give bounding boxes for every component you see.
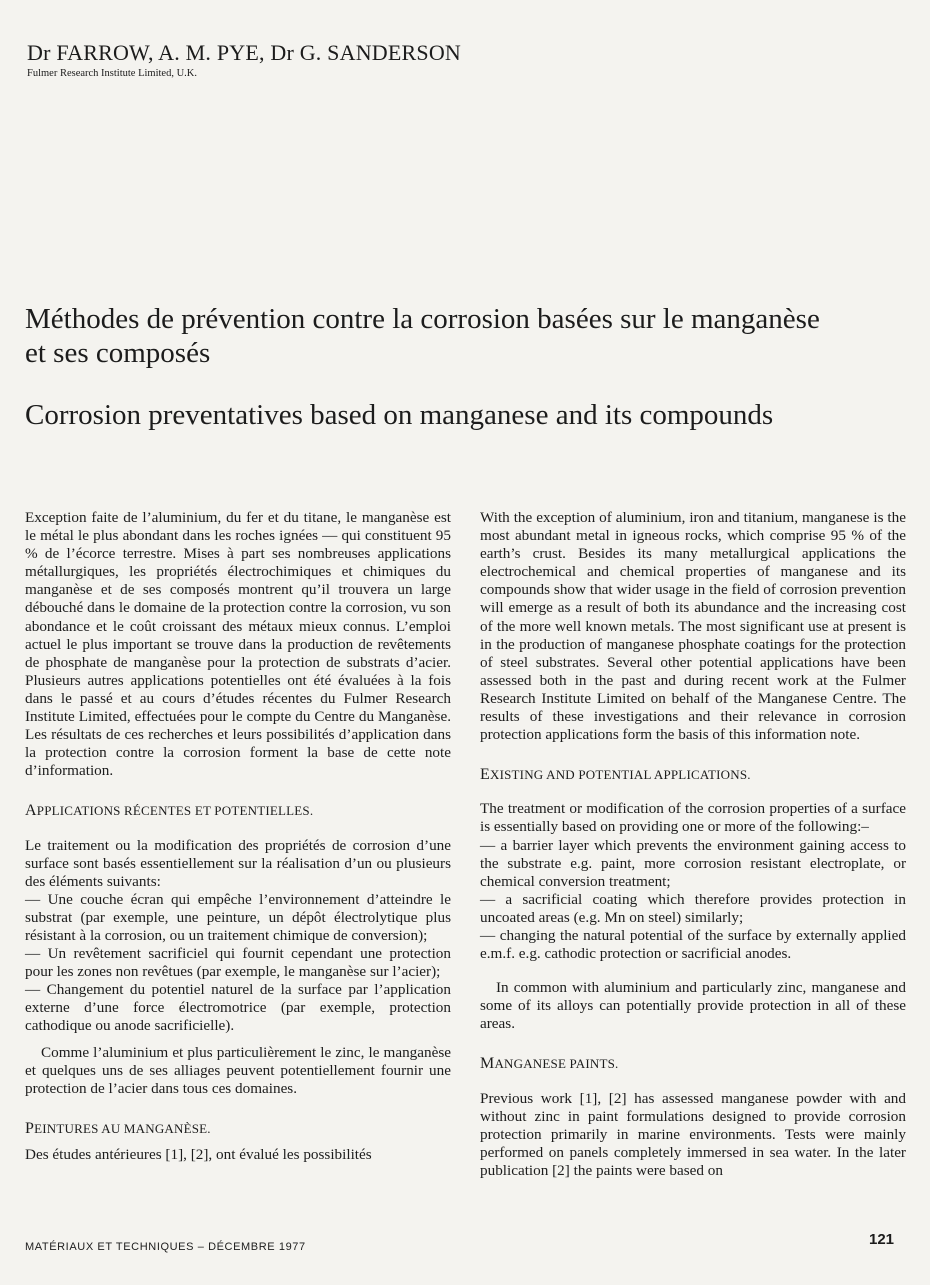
english-list-item-3: — changing the natural potential of the surface by externally applied e.m.f. e.g. cathodic protection or sacrificial anodes. (480, 926, 906, 963)
english-applications-intro: The treatment or modification of the corrosion properties of a surface is essentially based on providing one or more of the following:– (480, 800, 906, 836)
french-title-line2: et ses composés (25, 337, 211, 369)
english-list-item-2: — a sacrificial coating which therefore provides protection in uncoated areas (e.g. Mn on steel) similarly; (480, 890, 906, 926)
french-heading-applications: APPLICATIONS RÉCENTES ET POTENTIELLES. (25, 802, 314, 820)
english-title: Corrosion preventatives based on manganese and its compounds (25, 399, 774, 431)
french-title-line1: Méthodes de prévention contre la corrosion basées sur le manganèse (25, 303, 820, 335)
english-heading-paints: MANGANESE PAINTS. (480, 1055, 619, 1073)
french-heading-paints: PEINTURES AU MANGANÈSE. (25, 1119, 211, 1137)
french-comparison-paragraph: Comme l’aluminium et plus particulièrement le zinc, le manganèse et quelques uns de ses alliages peuvent potentiellement fournir une protection de l’acier dans tous ces domaines. (25, 1043, 451, 1097)
journal-footer: MATÉRIAUX ET TECHNIQUES – DÉCEMBRE 1977 (25, 1241, 306, 1253)
authors: Dr FARROW, A. M. PYE, Dr G. SANDERSON (27, 40, 462, 65)
english-comparison-paragraph: In common with aluminium and particularly zinc, manganese and some of its alloys can potentially provide protection in all of these areas. (480, 979, 906, 1033)
french-title (25, 302, 905, 370)
affiliation: Fulmer Research Institute Limited, U.K. (27, 68, 198, 79)
english-list-item-1: — a barrier layer which prevents the environment gaining access to the substrate e.g. paint, more corrosion resistant electroplate, or chemical conversion treatment; (480, 836, 906, 890)
french-intro-paragraph: Exception faite de l’aluminium, du fer et du titane, le manganèse est le métal le plus abondant dans les roches ignées — qui constituent 95 % de l’écorce terrestre. Mises à part ses nombreuses applications métallurgiques, les propriétés électrochimiques et chimiques du manganèse et de ses composés montrent qu’il trouvera un large débouché dans le domaine de la protection contre la corrosion, vu son abondance et le coût croissant des métaux mieux connus. L’emploi actuel le plus important se trouve dans la production de revêtements de phosphate de manganèse pour la protection de substrats d’acier. Plusieurs autres applications potentielles ont été évaluées à la fois dans le passé et au cours d’études récentes du Fulmer Research Institute Limited, effectuées pour le compte du Centre du Manganèse. Les résultats de ces recherches et leurs possibilités d’application dans la protection contre la corrosion forment la base de cette note d’information. (25, 509, 451, 780)
french-column (25, 509, 451, 1164)
french-list-item-3: — Changement du potentiel naturel de la surface par l’application externe d’une force électromotrice (par exemple, protection cathodique ou anode sacrificielle). (25, 981, 451, 1035)
french-applications-intro: Le traitement ou la modification des propriétés de corrosion d’une surface sont basés essentiellement sur la réalisation d’un ou plusieurs des éléments suivants: (25, 836, 451, 890)
french-list-item-1: — Une couche écran qui empêche l’environnement d’atteindre le substrat (par exemple, une peinture, un dépôt électrolytique plus résistant à la corrosion, ou un traitement chimique de conversion); (25, 890, 451, 944)
english-intro-paragraph: With the exception of aluminium, iron and titanium, manganese is the most abundant metal in igneous rocks, which comprise 95 % of the earth’s crust. Besides its many metallurgical applications the electrochemical and chemical properties of manganese and its compounds show that wider usage in the field of corrosion prevention will emerge as a result of both its abundance and the increasing cost of the more well known metals. The most significant use at present is in the production of manganese phosphate coatings for the protection of steel substrates. Several other potential applications have been assessed both in the past and during recent work at the Fulmer Research Institute Limited on behalf of the Manganese Centre. The results of these investigations and their relevance in corrosion protection applications form the basis of this information note. (480, 509, 906, 744)
page-number: 121 (869, 1231, 895, 1248)
english-heading-applications: EXISTING AND POTENTIAL APPLICATIONS. (480, 766, 751, 784)
french-list-item-2: — Un revêtement sacrificiel qui fournit cependant une protection pour les zones non revêtues (par exemple, le manganèse sur l’acier); (25, 945, 451, 981)
english-paints-paragraph: Previous work [1], [2] has assessed manganese powder with and without zinc in paint formulations designed to provide corrosion protection primarily in marine environments. Tests were mainly performed on panels completely immersed in sea water. In the later publication [2] the paints were based on (480, 1089, 906, 1179)
french-paints-paragraph: Des études antérieures [1], [2], ont évalué les possibilités (25, 1145, 372, 1163)
english-column (480, 509, 906, 1180)
